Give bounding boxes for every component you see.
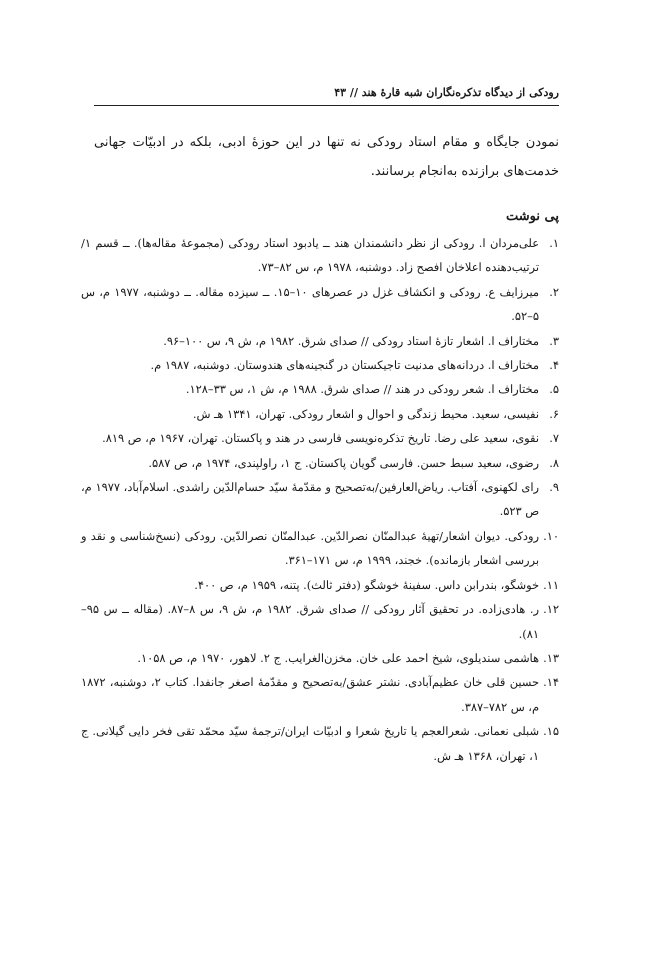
- note-number: ۱۱.: [543, 577, 559, 592]
- note-number: ۶.: [549, 406, 559, 421]
- note-text: رضوی، سعید سبط حسن. فارسی گویان پاکستان. ج ۱، راولپندی، ۱۹۷۴ م، ص ۵۸۷.: [148, 455, 539, 470]
- note-number: ۹.: [549, 480, 559, 495]
- note-item: [81, 329, 559, 353]
- note-text: نفیسی، سعید. محیط زندگی و احوال و اشعار رودکی. تهران، ۱۳۴۱ هـ ش.: [192, 406, 539, 421]
- note-text: خوشگو، بندرابن داس. سفینهٔ خوشگو (دفتر ثالث). پتنه، ۱۹۵۹ م، ص ۴۰۰.: [194, 577, 539, 592]
- note-number: ۴.: [549, 358, 559, 373]
- note-item: [81, 597, 559, 646]
- note-item: [81, 353, 559, 377]
- note-item: [81, 426, 559, 450]
- note-text: شبلی نعمانی. شعرالعجم یا تاریخ شعرا و ادبیّات ایران/ترجمهٔ سیّد محمّد تقی فخر دایی گیلانی. ج ۱، تهران، ۱۳۶۸ هـ ش.: [81, 724, 539, 763]
- note-number: ۱۳.: [543, 650, 559, 665]
- note-text: مختاراف ا. شعر رودکی در هند // صدای شرق. ۱۹۸۸ م، ش ۱، س ۳۳–۱۲۸.: [185, 382, 539, 397]
- note-item: [81, 402, 559, 426]
- note-number: ۷.: [549, 431, 559, 446]
- note-item: [81, 646, 559, 670]
- note-text: رودکی. دیوان اشعار/تهیهٔ عبدالمنّان نصرالدّین. عبدالمنّان نصرالدّین. رودکی (نسخ‌شناسی و نقد و بررسی اشعار بازمانده). خجند، ۱۹۹۹ م، س ۱۷۱–۳۶۱.: [81, 528, 539, 568]
- intro-paragraph: نمودن جایگاه و مقام استاد رودکی نه تنها در این حوزهٔ ادبی، بلکه در ادبیّات جهانی خدمت‌های برازنده به‌انجام برسانند.: [94, 135, 559, 179]
- note-item: [81, 475, 559, 524]
- running-header: رودکی از دیدگاه تذکره‌نگاران شبه قارهٔ هند // ۴۳: [334, 86, 559, 99]
- note-number: ۱۰.: [543, 528, 559, 543]
- note-text: مختاراف ا. اشعار تازهٔ استاد رودکی // صدای شرق. ۱۹۸۲ م، ش ۹، س ۱۰۰–۹۶.: [163, 333, 539, 348]
- note-text: نقوی، سعید علی رضا. تاریخ تذکره‌نویسی فارسی در هند و پاکستان. تهران، ۱۹۶۷ م، ص ۸۱۹.: [102, 431, 539, 446]
- note-number: ۱۲.: [543, 602, 559, 617]
- note-number: ۲.: [549, 284, 559, 299]
- note-text: رای لکهنوی، آفتاب. ریاض‌العارفین/به‌تصحیح و مقدّمهٔ سیّد حسام‌الدّین راشدی. اسلام‌آباد، ۱۹۷۷ م، ص ۵۲۳.: [81, 480, 539, 519]
- note-number: ۵.: [549, 382, 559, 397]
- note-item: [81, 280, 559, 329]
- note-number: ۱۵.: [543, 724, 559, 739]
- note-number: ۸.: [549, 455, 559, 470]
- note-text: هاشمی سندیلوی، شیخ احمد علی خان. مخزن‌الغرایب. ج ۲. لاهور، ۱۹۷۰ م، ص ۱۰۵۸.: [137, 650, 539, 665]
- header-rule: [94, 105, 559, 106]
- note-item: [81, 524, 559, 573]
- note-number: ۳.: [549, 333, 559, 348]
- note-item: [81, 377, 559, 401]
- note-item: [81, 719, 559, 768]
- note-text: ر. هادی‌زاده. در تحقیق آثار رودکی // صدای شرق. ۱۹۸۲ م، ش ۹، س ۸–۸۷. (مقاله ــ س ۹۵–۸۱).: [81, 602, 540, 641]
- note-text: حسین قلی خان عظیم‌آبادی. نشتر عشق/به‌تصحیح و مقدّمهٔ اصغر جانفدا. کتاب ۲، دوشنبه، ۱۸۷۲ م، س ۷۸۲–۳۸۷.: [81, 675, 539, 714]
- note-text: میرزایف ع. رودکی و انکشاف غزل در عصرهای ۱۰–۱۵. ــ سیزده مقاله. ــ دوشنبه، ۱۹۷۷ م، س ۵–۵۲.: [81, 284, 540, 324]
- note-item: [81, 451, 559, 475]
- note-item: [81, 573, 559, 597]
- note-number: ۱.: [549, 236, 559, 250]
- note-item: [81, 231, 559, 280]
- note-item: [81, 670, 559, 719]
- notes-list: [81, 231, 559, 768]
- note-number: ۱۴.: [543, 675, 559, 690]
- notes-heading: پی نوشت: [506, 209, 559, 224]
- note-text: مختاراف ا. دردانه‌های مدنیت تاجیکستان در گنجینه‌های هندوستان. دوشنبه، ۱۹۸۷ م.: [150, 358, 539, 373]
- note-text: علی‌مردان ا. رودکی از نظر دانشمندان هند ــ یادبود استاد رودکی (مجموعهٔ مقاله‌ها). ــ قسم ۱/ترتیب‌دهنده اعلاخان افصح زاد. دوشنبه، ۱۹۷۸ م، س ۸۲–۷۳.: [81, 236, 539, 275]
